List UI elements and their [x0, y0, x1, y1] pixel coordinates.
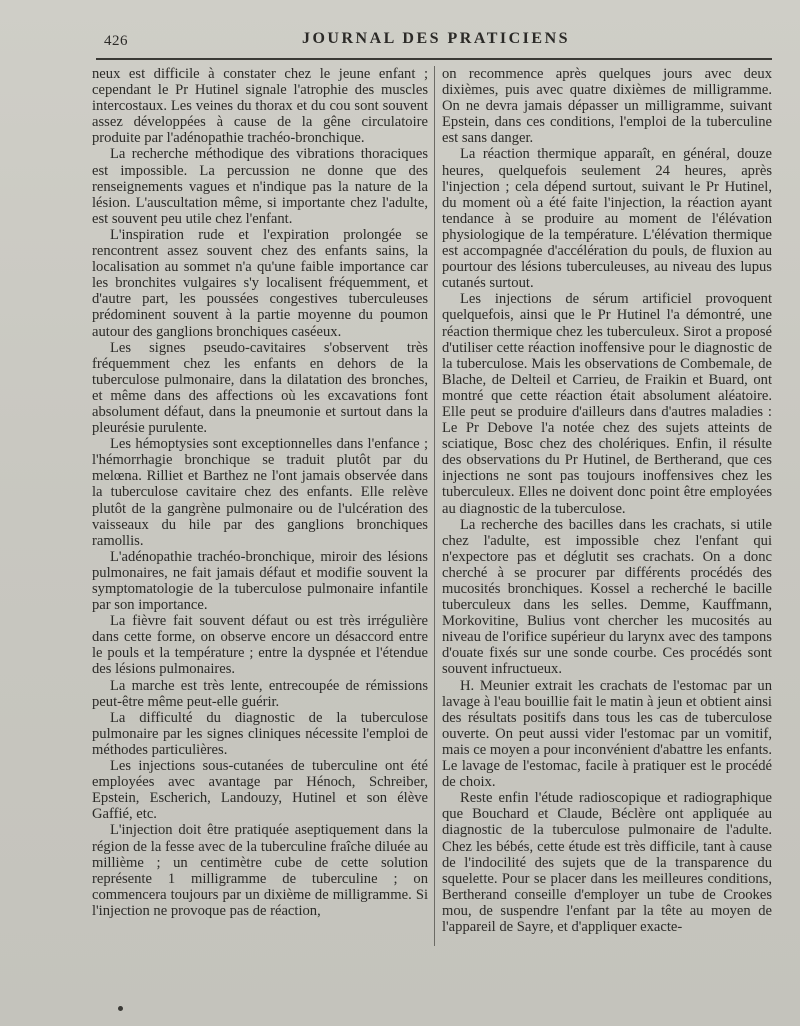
page-header: [96, 28, 776, 54]
paragraph: La réaction thermique apparaît, en général, douze heures, quelquefois seulement 24 heures, après l'injection ; cela dépend surtout, suivant le Pr Hutinel, du moment où a été faite l'injection, la réaction ayant tendance à se produire au moment de l'élévation physiologique de la température. L'élévation thermique est accompagnée d'accélération du pouls, de fluxion au pourtour des lésions tuberculeuses, au niveau des lupus cutanés surtout.: [442, 146, 772, 292]
right-column: [442, 66, 772, 956]
column-divider: [434, 66, 435, 946]
paragraph: La recherche des bacilles dans les crachats, si utile chez l'adulte, est impossible chez l'enfant qui n'expectore pas et déglutit ses crachats. On a donc cherché à se procurer par différents procédés des mucosités bronchiques. Kossel a recherché le bacille tuberculeux dans les selles. Demme, Kauffmann, Morkovitine, Bulius vont chercher les mucosités au niveau de l'orifice supérieur du larynx avec des tampons d'ouate fixés sur une sonde courbe. Ces procédés sont souvent infructueux.: [442, 516, 772, 678]
paragraph: La marche est très lente, entrecoupée de rémissions peut-être même peut-elle guérir.: [92, 677, 428, 710]
paragraph: La recherche méthodique des vibrations thoraciques est impossible. La percussion ne donne que des renseignements vagues et n'indique pas la nature de la lésion. L'auscultation même, si importante chez l'adulte, est souvent peu utile chez l'enfant.: [92, 146, 428, 227]
paragraph: L'adénopathie trachéo-bronchique, miroir des lésions pulmonaires, ne fait jamais défaut et modifie souvent la symptomatologie de la tuberculose pulmonaire infantile par son importance.: [92, 548, 428, 614]
paragraph: Les injections sous-cutanées de tuberculine ont été employées avec avantage par Hénoch, Schreiber, Epstein, Escherich, Landouzy, Hutinel et son élève Gaffié, etc.: [92, 758, 428, 823]
paragraph: Reste enfin l'étude radioscopique et radiographique que Bouchard et Claude, Béclère ont appliquée au diagnostic de la tuberculose pulmonaire de l'adulte. Chez les bébés, cette étude est très difficile, tant à cause de l'indocilité des sujets que de la transparence du squelette. Pour se placer dans les meilleures conditions, Bertherand conseille d'employer un tube de Crookes mou, de suspendre l'enfant par la tête au moyen de l'appareil de Sayre, et d'appliquer exacte-: [442, 790, 772, 935]
paragraph: Les injections de sérum artificiel provoquent quelquefois, ainsi que le Pr Hutinel l'a démontré, une réaction thermique chez les tuberculeux. Sirot a proposé d'utiliser cette réaction inoffensive pour le diagnostic de la tuberculose. Mais les observations de Combemale, de Blache, de Delteil et Carrieu, de Fraikin et Buard, ont montré que cette réaction était absolument aléatoire. Elle peut se produire d'ailleurs dans d'autres maladies : Le Pr Debove l'a notée chez des sujets atteints de sciatique, Bosc chez des cholériques. Enfin, il résulte des observations du Pr Hutinel, de Bertherand, que ces injections ne sont pas toujours inoffensives chez les tuberculeux. Elles ne doivent donc point être employées au diagnostic de la tuberculose.: [442, 291, 772, 517]
paragraph: Les hémoptysies sont exceptionnelles dans l'enfance ; l'hémorrhagie bronchique se traduit plutôt par du melœna. Rilliet et Barthez ne l'ont jamais observée dans la tuberculose cavitaire chez des enfants. Elle relève plutôt de la gangrène pulmonaire ou de l'ulcération des vaisseaux du hile par des ganglions bronchiques ramollis.: [92, 436, 428, 549]
page-number: 426: [104, 33, 128, 49]
left-column: [92, 66, 428, 956]
paragraph: L'inspiration rude et l'expiration prolongée se rencontrent assez souvent chez des enfants sains, la localisation au sommet n'a qu'une faible importance car les bronchites vulgaires s'y localisent fréquemment, et d'autre part, les poussées congestives tuberculeuses prédominent souvent à la partie moyenne du poumon autour des ganglions bronchiques caséeux.: [92, 226, 428, 340]
header-rule: [96, 58, 772, 60]
ink-speck: [118, 1006, 123, 1011]
paragraph: La difficulté du diagnostic de la tuberculose pulmonaire par les signes cliniques nécessite l'emploi de méthodes particulières.: [92, 709, 428, 758]
paragraph: La fièvre fait souvent défaut ou est très irrégulière dans cette forme, on observe encore un désaccord entre le pouls et la température ; entre la dyspnée et l'étendue des lésions pulmonaires.: [92, 613, 428, 678]
paragraph: neux est difficile à constater chez le jeune enfant ; cependant le Pr Hutinel signale l'atrophie des muscles intercostaux. Les veines du thorax et du cou sont souvent assez développées à cause de la gêne circulatoire produite par l'adénopathie trachéo-bronchique.: [92, 66, 428, 147]
paragraph: L'injection doit être pratiquée aseptiquement dans la région de la fesse avec de la tuberculine fraîche diluée au millième ; un centimètre cube de cette solution représente 1 milligramme de tuberculine ; on commencera toujours par un dixième de milligramme. Si l'injection ne provoque pas de réaction,: [92, 822, 428, 919]
paragraph: on recommence après quelques jours avec deux dixièmes, puis avec quatre dixièmes de milligramme. On ne devra jamais dépasser un milligramme, suivant Epstein, dans ces conditions, l'emploi de la tuberculine est sans danger.: [442, 66, 772, 147]
journal-title: JOURNAL DES PRATICIENS: [301, 30, 571, 47]
paragraph: H. Meunier extrait les crachats de l'estomac par un lavage à l'eau bouillie fait le matin à jeun et obtient ainsi des résultats positifs dans tous les cas de tuberculose ouverte. On peut aussi vider l'estomac par un vomitif, mais ce moyen a pour inconvénient d'abattre les enfants. Le lavage de l'estomac, facile à pratiquer est le procédé de choix.: [442, 677, 772, 791]
paragraph: Les signes pseudo-cavitaires s'observent très fréquemment chez les enfants en dehors de la tuberculose pulmonaire, dans la dilatation des bronches, et même dans des affections où les excavations font absolument défaut, dans la pneumonie et surtout dans la pleurésie purulente.: [92, 339, 428, 437]
